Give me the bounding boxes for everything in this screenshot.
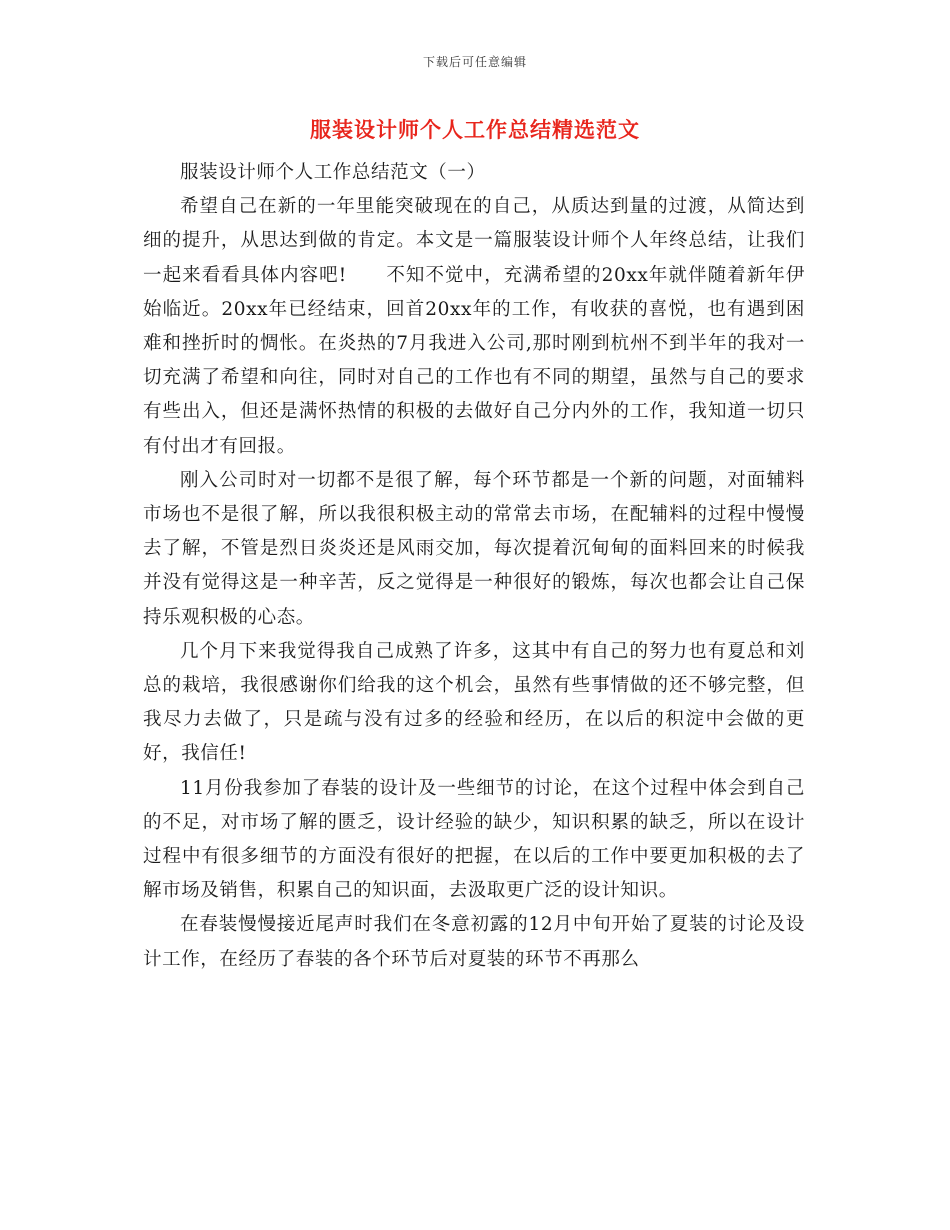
paragraph-1: 希望自己在新的一年里能突破现在的自己，从质达到量的过渡，从简达到细的提升，从思达到做的肯定。本文是一篇服装设计师个人年终总结，让我们一起来看看具体内容吧! 不知不觉中，充满希望的20xx年就伴随着新年伊始临近。20xx年已经结束，回首20xx年的工作，有收获的喜悦，也有遇到困难和挫折时的惆怅。在炎热的7月我进入公司,那时刚到杭州不到半年的我对一切充满了希望和向往，同时对自己的工作也有不同的期望，虽然与自己的要求有些出入，但还是满怀热情的积极的去做好自己分内外的工作，我知道一切只有付出才有回报。 [143, 196, 805, 457]
document-title: 服装设计师个人工作总结精选范文 [310, 118, 640, 142]
document-body [143, 156, 805, 977]
paragraph-4: 11月份我参加了春装的设计及一些细节的讨论，在这个过程中体会到自己的不足，对市场了解的匮乏，设计经验的缺少，知识积累的缺乏，所以在设计过程中有很多细节的方面没有很好的把握，在以后的工作中要更加积极的去了解市场及销售，积累自己的知识面，去汲取更广泛的设计知识。 [143, 777, 805, 902]
section-subtitle: 服装设计师个人工作总结范文（一） [180, 162, 486, 183]
paragraph-2: 刚入公司时对一切都不是很了解，每个环节都是一个新的问题，对面辅料市场也不是很了解，所以我很积极主动的常常去市场，在配辅料的过程中慢慢去了解，不管是烈日炎炎还是风雨交加，每次提着沉甸甸的面料回来的时候我并没有觉得这是一种辛苦，反之觉得是一种很好的锻炼，每次也都会让自己保持乐观积极的心态。 [143, 469, 805, 628]
paragraph-3: 几个月下来我觉得我自己成熟了许多，这其中有自己的努力也有夏总和刘总的栽培，我很感谢你们给我的这个机会，虽然有些事情做的还不够完整，但我尽力去做了，只是疏与没有过多的经验和经历，在以后的积淀中会做的更好，我信任! [143, 640, 805, 765]
paragraph-5: 在春装慢慢接近尾声时我们在冬意初露的12月中旬开始了夏装的讨论及设计工作，在经历了春装的各个环节后对夏装的环节不再那么 [143, 914, 805, 970]
header-note: 下载后可任意编辑 [422, 55, 527, 69]
